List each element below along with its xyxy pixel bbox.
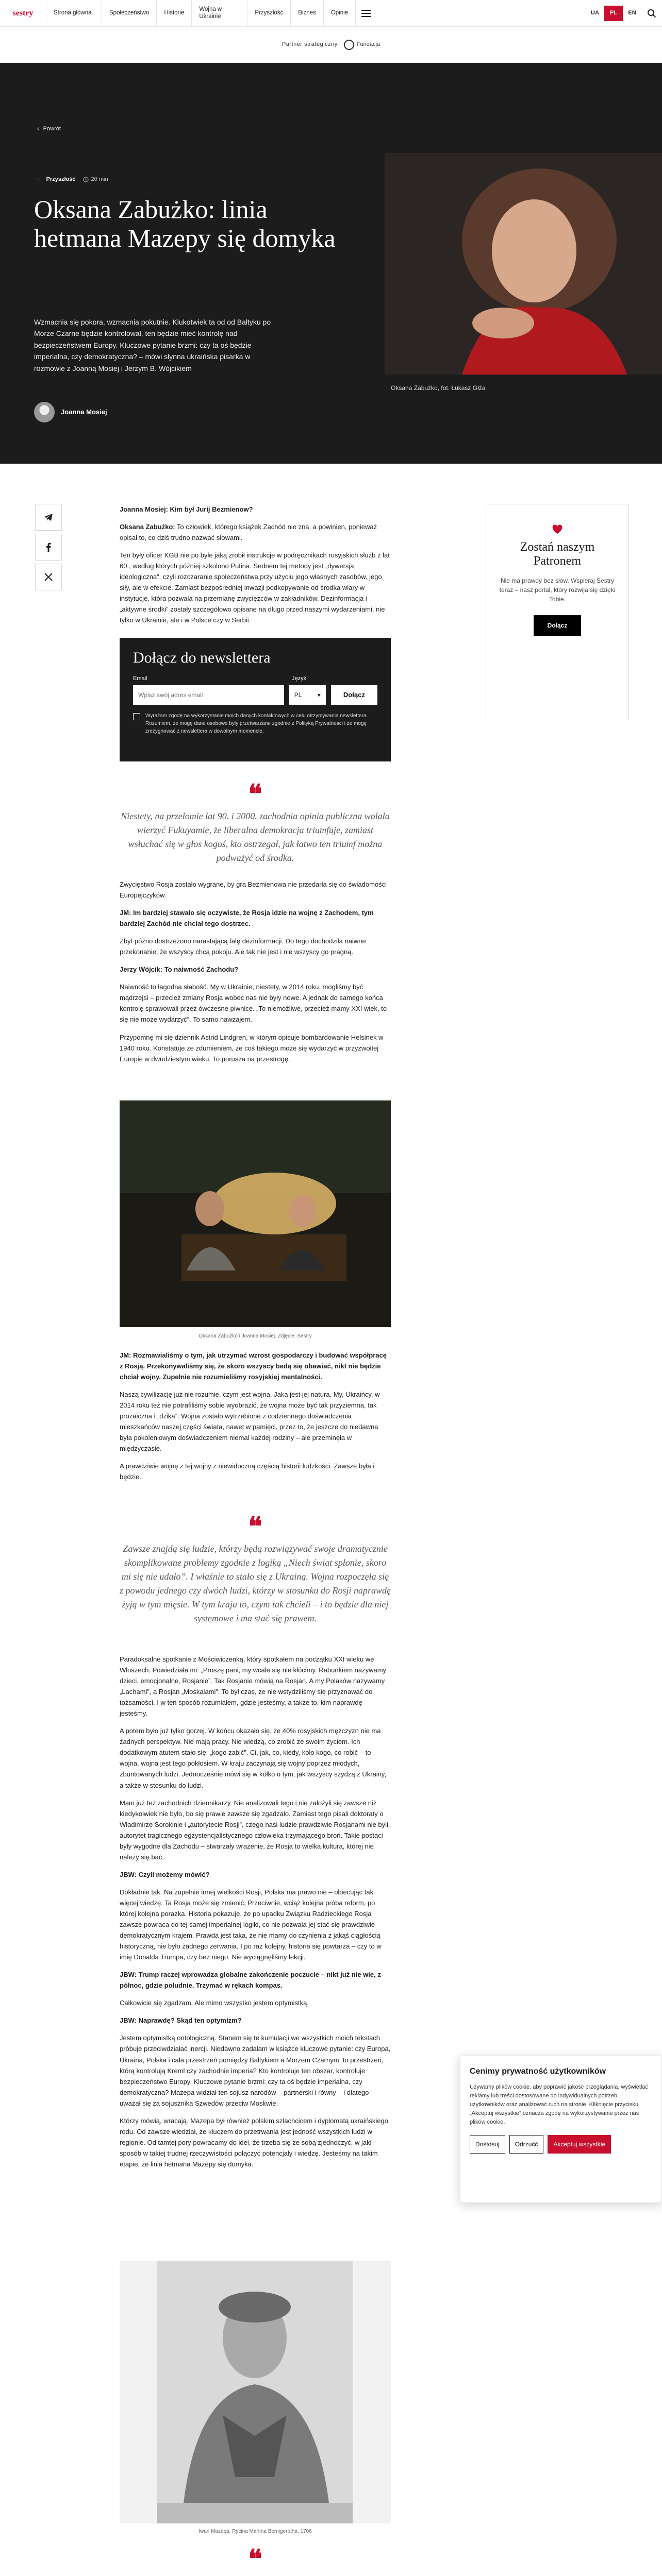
article-title: Oksana Zabużko: linia hetmana Mazepy się domyka <box>34 195 336 252</box>
consent-checkbox[interactable] <box>133 713 140 720</box>
article-paragraph <box>120 521 391 543</box>
pull-quote-text: Niestety, na przełomie lat 90. i 2000. zachodnia opinia publiczna wolała wierzyć Fukuyamie, że liberalna demokracja triumfuje, zamiast wsłuchać się w głos kogoś, kto ostrzegał, jak łatwo ten triumf można podważyć od środka. <box>121 811 390 863</box>
facebook-icon <box>46 543 51 552</box>
speaker-label: Oksana Zabużko: <box>120 523 175 531</box>
menu-icon[interactable] <box>356 0 376 27</box>
top-navigation <box>0 0 662 27</box>
article-paragraph: Mam już też zachodnich dziennikarzy. Nie analizowali tego i nie założyli się zawsze niż kiedykolwiek nie było, bo się prawie zawsze się zgadzało. Zamiast tego pisali doktoraty o Władimirze Sorokinie i „autorytecie Rosji”, czego nasi ludzie prawdziwie Rosjanami nie byli, autorytet tragicznego egzystencjalistycznego człowieka trzymającego broń. Takie postaci były wygodne dla Zachodu – stwarzały wrażenie, że Rosja to wielka kultura, której nie należy się bać. <box>120 1799 390 1861</box>
cookie-consent-banner <box>460 2056 662 2203</box>
nav-item-war[interactable]: Wojna w Ukrainie <box>192 0 247 27</box>
hero-photo-caption: Oksana Zabużko, fot. Łukasz Głża <box>391 384 486 392</box>
article-paragraph: Którzy mówią, wracają. Mazepa był również polskim szlachcicem i dyplomatą ukraińskiego rodu. Od zawsze wiedział, że kluczem do przetrwania jest jedność wszystkich ludzi w regionie. Od tamtej pory powracamy do idei, że trzeba się ze sobą zjednoczyć, w jaki sposób w takiej trudnej rzeczywistości połączyć potencjały i wiedzę. Jesteśmy na takim etapie, że linia hetmana Mazepy się domyka. <box>120 2116 388 2168</box>
article-lead: Wzmacnia się pokora, wzmacnia pokutnie. Klukotwiek ta od od Bałtyku po Morze Czarne będzie kontrolował, ten będzie mieć kontrolę nad bezpieczeństwem Europy. Kluczowe pytanie brzmi: czy ta oś będzie imperialna, czy demokratyczna? – mówi słynna ukraińska pisarka w rozmowie z Joanną Mosiej i Jerzym B. Wójcikiem <box>34 318 271 372</box>
cookie-title: Cenimy prywatność użytkowników <box>470 2067 606 2076</box>
language-en[interactable]: EN <box>628 10 636 16</box>
cookie-text: Używamy plików cookie, aby poprawić jakość przeglądania, wyświetlać reklamy lub treści dostosowane do indywidualnych potrzeb użytkowników oraz analizować ruch na stronie. Kliknięcie przycisku „Akceptuj wszystkie” oznacza zgodę na wykorzystywanie przez nas plików cookie. <box>470 2084 649 2126</box>
back-label: Powrót <box>43 126 61 132</box>
back-arrow-icon: ‹ <box>37 126 39 132</box>
category-chevron-icon: › <box>37 176 39 182</box>
nav-item-stories[interactable]: Historie <box>157 0 192 27</box>
article-paragraph: Jestem optymistką ontologiczną. Stanem się te kumulacji we wszystkich moich tekstach próbuje przeciwdziałać inercji. Niedawno zadałam w książce kluczowe pytanie: czy Europa, Ukraina, Polska i cała przestrzeń pomiędzy Bałtykiem a Morzem Czarnym, to przestrzeń, którą kontrolują Kreml czy zachodnie imperia? Kto kontroluje ten obszar, kontroluje bezpieczeństwo Europy. Kluczowe pytanie brzmi: czy ta oś będzie imperialna, czy demokratyczna? Mazepa widział ten sojusz narodów – partnerski i równy – i dlatego uważał się za sojusznika Szwedów przeciw Moskwie. <box>120 2034 391 2107</box>
cookie-accept-all-button[interactable]: Akceptuj wszystkie <box>548 2135 611 2154</box>
article-paragraph: Joanna Mosiej: Kim był Jurij Bezmienow? <box>120 505 253 513</box>
clock-icon <box>83 177 89 182</box>
article-paragraph: A potem było już tylko gorzej. W końcu okazało się, że 40% rosyjskich mężczyzn nie ma żadnych perspektyw. Nie mają pracy. Nie wiedzą, co zrobić ze swoim życiem. Ich dodatkowym atutem stało się: „kogo zabić”. Ci, jak, co, kiedy, koło kogo, co robić – to wojna, wojna jest tego pokłosiem. W kraju zaczynają się wojny poprzez młodych, zbuntowanych ludzi. Jednocześnie mówi się w kółko o tym, jak wszyscy szydzą z Ukrainy, a także w stosunku do ludzi. <box>120 1727 387 1789</box>
partner-logo[interactable] <box>344 40 380 50</box>
site-logo[interactable]: sestry <box>0 0 46 27</box>
language-select[interactable] <box>289 685 326 705</box>
telegram-icon <box>44 513 53 521</box>
partner-name: Fundacja <box>356 41 380 48</box>
cookie-reject-button[interactable]: Odrzućć <box>509 2135 544 2154</box>
quote-mark-icon: ❝ <box>248 2545 262 2573</box>
article-meta <box>37 175 108 184</box>
article-body-3 <box>120 1350 391 1489</box>
pull-quote <box>120 1512 391 1625</box>
article-hero <box>0 63 662 464</box>
heart-icon <box>499 524 616 537</box>
article-paragraph: Dokładnie tak. Na zupełnie innej wielkości Rosji, Polska ma prawo nie – obiecując tak więcej wiedzę. Ta Rosja może się zmienić, Przeciwnie, wciąż kolejna próba reform, po której kolejna porażka. Historia pokazuje, że po upadku Związku Radzieckiego Rosja zawsze powraca do tej samej imperialnej logiki, co nie pozwala jej stać się prawdziwie demokratycznym krajem. Prawda jest taka, że nie mamy do czynienia z jakąś ciągłością historyczną, nie było żadnego zerwania. I po raz kolejny, historia się powtarza – czy to w imię Donalda Trumpa, czy bez niego. Nie wyciągnęliśmy lekcji. <box>120 1888 382 1961</box>
article-paragraph: Zbyt późno dostrzeżono narastającą falę dezinformacji. Do tego dochodziła naiwne przekonanie, że wszyscy chcą pokoju. Ale tak nie jest i nie wszyscy go pragną. <box>120 937 366 956</box>
share-x-button[interactable] <box>35 564 62 590</box>
pull-quote <box>120 779 391 865</box>
article-category[interactable]: Przyszłość <box>46 176 76 182</box>
article-paragraph: JM: Rozmawialiśmy o tym, jak utrzymać wzrost gospodarczy i budować współpracę z Rosją. Przekonywaliśmy się, że skoro wszyscy bedą się obawiać, nikt nie będzie chciał wojny. Zupełnie nie rozumieliśmy rosyjskiej mentalności. <box>120 1351 387 1381</box>
partner-label: Partner strategiczny <box>282 41 338 48</box>
cookie-customize-button[interactable]: Dostosuj <box>470 2135 505 2154</box>
quote-mark-icon: ❝ <box>248 779 262 808</box>
patron-title: Zostań naszym Patronem <box>520 540 595 568</box>
article-paragraph: JM: Im bardziej stawało się oczywiste, że Rosja idzie na wojnę z Zachodem, tym bardziej Zachód nie chciał tego dostrzec. <box>120 909 374 928</box>
article-paragraph: Naszą cywilizację już nie rozumie, czym jest wojna. Jaka jest jej natura. My, Ukraińcy, w 2014 roku też nie potrafiliśmy sobie wyobrazić, że wojna może być tak przyziemna, tak prozaiczna i „dzika”. Wojna zostało wytrzebione z codziennego doświadczenia mieszkańców naszej części świata, nawet w pamięci, przez to, że jeszcze do niedawna była pokoleniowym doświadczeniem niemal każdej rodziny – ale przeminęła w międzyczasie. <box>120 1391 380 1453</box>
nav-item-society[interactable]: Społeczeństwo <box>102 0 157 27</box>
patron-box <box>486 504 629 720</box>
pull-quote <box>120 2545 391 2576</box>
article-body-4 <box>120 1654 391 2176</box>
hero-photo <box>385 153 662 375</box>
article-paragraph: JBW: Czyli możemy mówić? <box>120 1870 210 1878</box>
photo-caption: Oksana Zabużko i Joanna Mosiej. Zdjęcie: Sestry <box>198 1333 312 1339</box>
article-paragraph: Przypomnę mi się dziennik Astrid Lindgren, w którym opisuje bombardowanie Helsinek w 1940 roku. Konstatuje ze zdumieniem, że coś takiego może się wydarzyć w przyzwoitej Europie w dwudziestym wieku. To porusza na przestrogę. <box>120 1033 384 1063</box>
consent-text: Wyrażam zgodę na wykorzystanie moich danych kontaktowych w celu otrzymywania newslettera. Rozumiem, że mogę dane osobowe były przetwarzane zgodnie z Polityką Prywatności i że mogę zrezygnować z newslettera w dowolnym momencie. <box>145 713 368 734</box>
chevron-down-icon: ▾ <box>317 691 321 699</box>
quote-mark-icon: ❝ <box>248 1512 262 1541</box>
article-paragraph: JBW: Naprawdę? Skąd ten optymizm? <box>120 2016 242 2025</box>
article-paragraph: Ten były oficer KGB nie po byle jaką zrobił instrukcje w podręcznikach rosyjskich służb z lat 60., według których później szkolono Putina. Sednem tej metody jest „dywersja ideologiczna”, czyli rozczaranie społeczeństwa przy użyciu jego własnych zasobów, jego siły, ale w efekcie. Zamiast bezpośredniej inwazji podkopywanie od środka wiary w instytucje, która pozwala na przemianę zwycięzców w zakładników. Dezinformacja i „aktywne środki” zostały szczegółowo opisane na długo przed naszymi wydarzeniami, nie tylko w Ukrainie, ale i w Polsce czy w Serbii. <box>120 551 390 624</box>
reading-time-value: 20 min <box>91 176 108 182</box>
article-body-intro <box>120 504 391 632</box>
article-paragraph: A prawdziwie wojnę z tej wojny z niewidoczną częścią historii ludzkości. Zawsze była i będzie. <box>120 1462 375 1481</box>
article-body-2 <box>120 879 391 1071</box>
nav-item-future[interactable]: Przyszłość <box>247 0 291 27</box>
email-label: Email <box>133 675 147 682</box>
reading-time <box>83 175 108 184</box>
search-icon[interactable] <box>641 0 662 27</box>
avatar <box>34 402 55 422</box>
share-telegram-button[interactable] <box>35 504 62 531</box>
language-pl[interactable]: PL <box>604 6 623 21</box>
partner-logo-icon <box>344 40 354 50</box>
x-icon <box>44 573 53 581</box>
article-photo-interview <box>120 1100 391 1327</box>
patron-text: Nie ma prawdy bez słów. Wspieraj Sestry teraz – nasz portal, który rozwija się dzięki Tobie. <box>499 577 616 603</box>
nav-item-opinions[interactable]: Opinie <box>324 0 356 27</box>
share-facebook-button[interactable] <box>35 534 62 561</box>
newsletter-title: Dołącz do newslettera <box>133 649 271 666</box>
article-paragraph: JBW: Trump raczej wprowadza globalne zakończenie poczucie – nikt już nie wie, z północ, gdzie południe. Trzymać w rękach kompas. <box>120 1971 381 1990</box>
paragraph-text: To człowiek, którego książek Zachód nie zna, a powinien, ponieważ opisał to, co dziś trudno nazwać słowami. <box>120 523 377 542</box>
pull-quote-text: Zawsze znajdą się ludzie, którzy będą rozwiązywać swoje dramatycznie skomplikowane problemy zgodnie z logiką „Niech świat spłonie, skoro mi się nie udało”. I właśnie to stało się z Ukrainą. Wojna rozpoczęła się z powodu jednego czy dwóch ludzi, którzy w stosunku do Rosji naprawdę żyją w tym mięsie. W tym kraju to, czym tak chcieli – i to będzie dla niej systemowe i ma stać się prawem. <box>120 1544 391 1623</box>
nav-item-home[interactable]: Strona główna <box>46 0 102 27</box>
article-paragraph: Całkowicie się zgadzam. Ale mimo wszystko jestem optymistką. <box>120 1999 309 2007</box>
strategic-partner-bar <box>0 27 662 63</box>
patron-join-button[interactable]: Dołącz <box>534 615 581 636</box>
language-label: Język <box>292 675 307 682</box>
article-paragraph: Jerzy Wójcik: To naiwność Zachodu? <box>120 965 239 974</box>
article-paragraph: Zwycięstwo Rosja zostało wygrane, by gra Bezmienowa nie przedarła się do świadomości Europejczyków. <box>120 880 387 900</box>
email-field[interactable] <box>133 685 284 705</box>
newsletter-signup <box>120 638 391 761</box>
language-ua[interactable]: UA <box>591 10 599 16</box>
nav-item-business[interactable]: Biznes <box>291 0 324 27</box>
photo-caption: Iwan Mazepa. Rycina Martina Bernigerotha, 1706 <box>198 2529 312 2534</box>
article-paragraph: Naiwność to łagodna słabość. My w Ukrainie, niestety, w 2014 roku, mogliśmy być mądrzejsi – przecież zmiany Rosja wobec nas nie były nowe. A jednak do samego końca kontrolę sprawowali przez ówczesne piwnice. „To niemożliwe, przecież mamy XXI wiek, to się nie może wydarzyć”. To samo nawzajem. <box>120 983 387 1024</box>
article-photo-mazepa <box>120 2261 391 2523</box>
language-select-value: PL <box>294 691 302 699</box>
article-paragraph: Paradoksalne spotkanie z Mościwiczenką, który spotkałem na początku XXI wieku we Włoszech. Powiedziała mi: „Proszę pani, my wcale się nie kłócimy. Rabunkiem nazywamy dzieci, emocjonalne, Rosjanie”. Tak Rosjanie mówią na Rosjan. A my Polaków nazywamy „Lachami”, a Rosjan „Moskalami”. To był czas, że nie wstydziliśmy się przyznawać do tożsamości. I w ten sposób rozumiałem, gdzie jesteśmy, a także to, kim naprawdę jesteśmy. <box>120 1655 387 1718</box>
author-name: Joanna Mosiej <box>61 408 107 416</box>
article-author[interactable] <box>34 402 107 422</box>
back-link[interactable] <box>37 125 61 133</box>
newsletter-submit-button[interactable]: Dołącz <box>331 685 377 705</box>
